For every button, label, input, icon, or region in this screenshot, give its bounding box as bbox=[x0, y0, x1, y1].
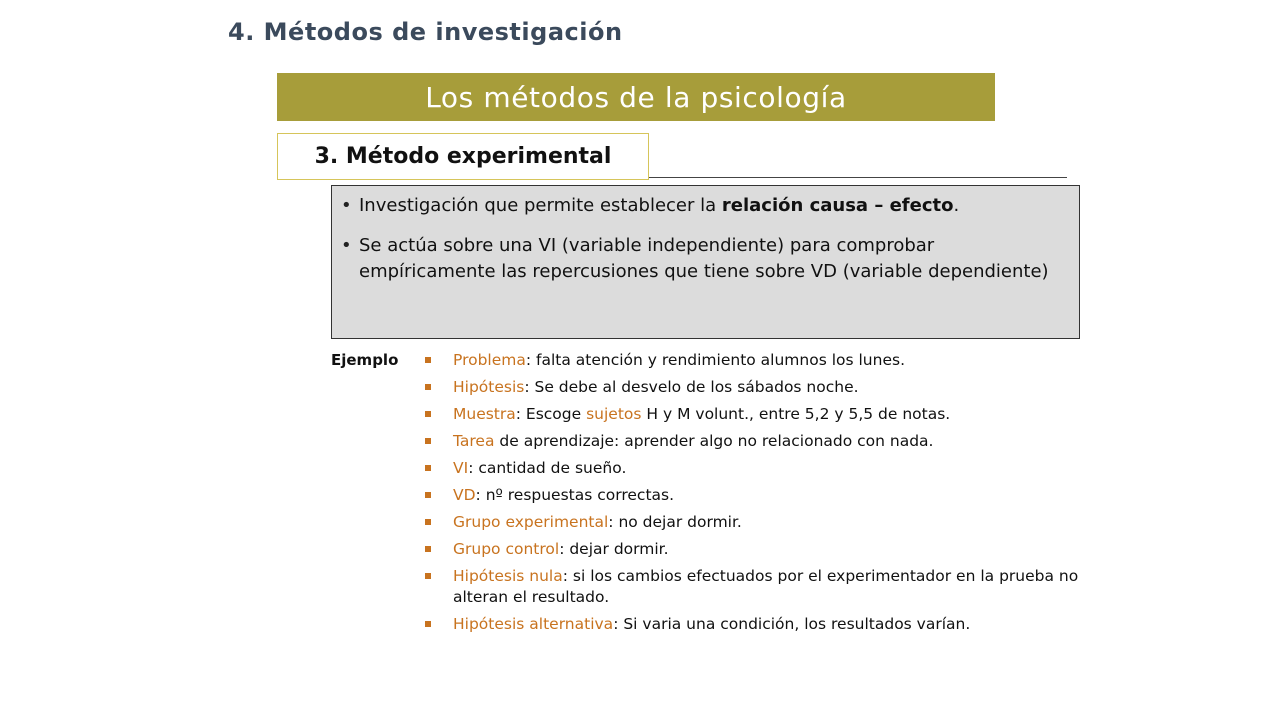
example-item-grupo-control bbox=[423, 539, 1083, 560]
example-text: : cantidad de sueño. bbox=[468, 459, 627, 477]
example-text: : Si varia una condición, los resultados varían. bbox=[613, 615, 971, 633]
example-term: Muestra bbox=[453, 405, 516, 423]
example-term: Hipótesis nula bbox=[453, 567, 563, 585]
definition-bullet-2 bbox=[341, 233, 1061, 285]
example-term: Tarea bbox=[453, 432, 495, 450]
example-term-secondary: sujetos bbox=[586, 405, 642, 423]
example-term: Hipótesis alternativa bbox=[453, 615, 614, 633]
square-bullet-icon bbox=[425, 621, 431, 627]
banner-title: Los métodos de la psicología bbox=[425, 80, 847, 114]
example-text: : nº respuestas correctas. bbox=[475, 486, 675, 504]
example-term: VD bbox=[453, 486, 476, 504]
section-heading: 4. Métodos de investigación bbox=[228, 18, 623, 46]
square-bullet-icon bbox=[425, 465, 431, 471]
example-label: Ejemplo bbox=[331, 351, 399, 369]
example-term: Grupo control bbox=[453, 540, 560, 558]
example-text: de aprendizaje: aprender algo no relacionado con nada. bbox=[494, 432, 934, 450]
bullet-dot-icon: • bbox=[341, 195, 352, 216]
square-bullet-icon bbox=[425, 384, 431, 390]
example-item-muestra bbox=[423, 404, 1083, 425]
example-item-vi bbox=[423, 458, 1083, 479]
square-bullet-icon bbox=[425, 492, 431, 498]
definition-bullet-1 bbox=[341, 193, 1061, 219]
square-bullet-icon bbox=[425, 519, 431, 525]
example-term: Grupo experimental bbox=[453, 513, 609, 531]
example-text: : si los cambios efectuados por el experimentador en la prueba no alteran el resultado. bbox=[453, 567, 1079, 606]
definition-text-end: . bbox=[953, 195, 960, 216]
square-bullet-icon bbox=[425, 546, 431, 552]
example-text: H y M volunt., entre 5,2 y 5,5 de notas. bbox=[641, 405, 951, 423]
square-bullet-icon bbox=[425, 357, 431, 363]
method-title: 3. Método experimental bbox=[314, 144, 612, 169]
square-bullet-icon bbox=[425, 573, 431, 579]
example-text: : dejar dormir. bbox=[559, 540, 669, 558]
definition-box bbox=[331, 185, 1080, 339]
title-banner bbox=[277, 73, 995, 121]
example-text: : Escoge bbox=[515, 405, 587, 423]
example-item-problema bbox=[423, 350, 1083, 371]
example-term: Hipótesis bbox=[453, 378, 525, 396]
definition-keyword: relación causa – efecto bbox=[721, 195, 954, 216]
example-text: : falta atención y rendimiento alumnos los lunes. bbox=[525, 351, 905, 369]
bullet-dot-icon: • bbox=[341, 235, 352, 256]
example-text: : Se debe al desvelo de los sábados noche. bbox=[524, 378, 859, 396]
example-term: VI bbox=[453, 459, 469, 477]
definition-text: Se actúa sobre una VI (variable independiente) para comprobar empíricamente las repercusiones que tiene sobre VD (variable dependiente) bbox=[359, 235, 1049, 282]
square-bullet-icon bbox=[425, 438, 431, 444]
example-list bbox=[423, 350, 1083, 641]
example-item-tarea bbox=[423, 431, 1083, 452]
example-item-grupo-experimental bbox=[423, 512, 1083, 533]
square-bullet-icon bbox=[425, 411, 431, 417]
example-item-vd bbox=[423, 485, 1083, 506]
example-item-hipotesis-alternativa bbox=[423, 614, 1083, 635]
example-term: Problema bbox=[453, 351, 526, 369]
definition-text: Investigación que permite establecer la bbox=[359, 195, 722, 216]
example-item-hipotesis bbox=[423, 377, 1083, 398]
example-item-hipotesis-nula bbox=[423, 566, 1083, 608]
example-text: : no dejar dormir. bbox=[608, 513, 742, 531]
method-subtitle-box bbox=[277, 133, 649, 180]
